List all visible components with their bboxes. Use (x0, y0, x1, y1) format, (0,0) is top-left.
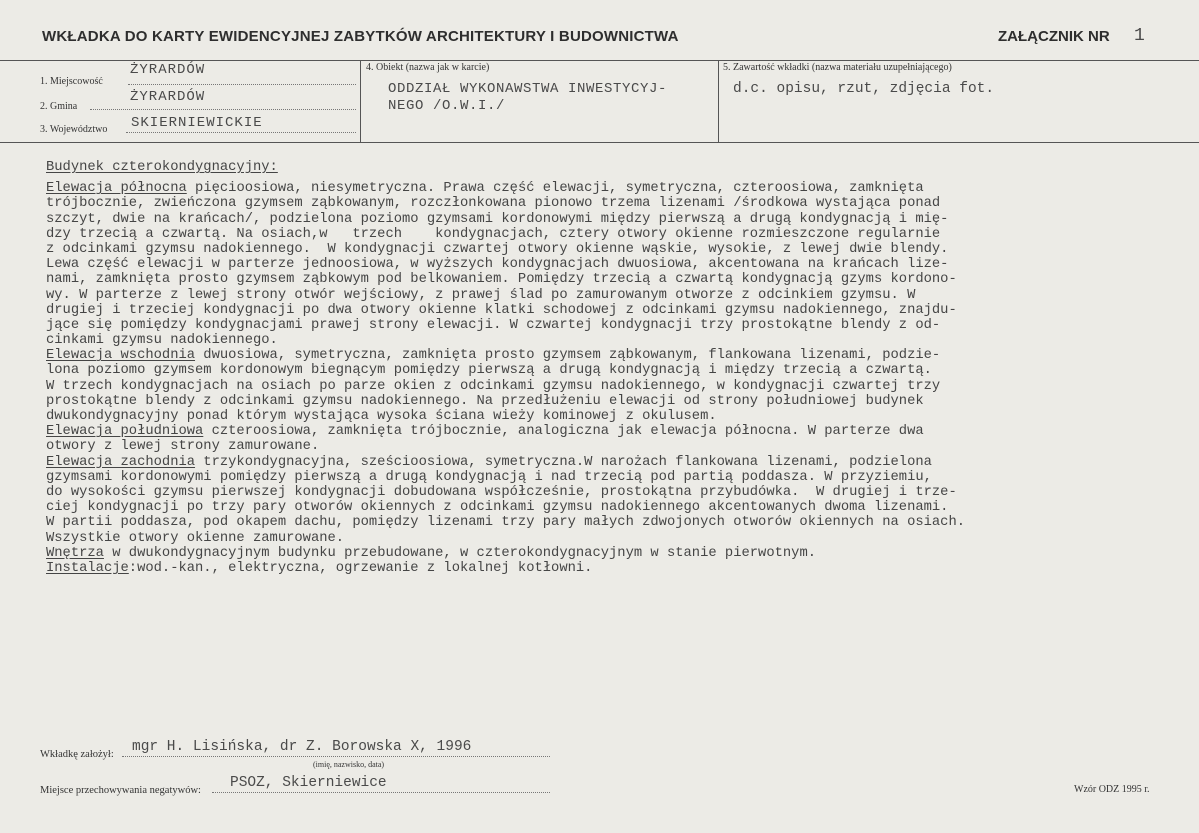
body-line (46, 561, 1191, 576)
body-line-text: lona poziomo gzymsem kordonowym biegnącym pomiędzy pierwszą a drugą kondygnacją i między trzecią a czwartą. (46, 363, 932, 379)
body-line-text: gzymsami kordonowymi pomiędzy pierwszą a drugą kondygnacją i nad trzecią pod partią poddasza. W przyziemiu, (46, 469, 932, 485)
body-line (46, 455, 1191, 470)
body-line (46, 546, 1191, 561)
miejscowosc-label: 1. Miejscowość (40, 76, 103, 87)
body-line (46, 227, 1191, 242)
body-line-text: trójbocznie, zwieńczona gzymsem ząbkowanym, rozczłonkowana pionowo trzema lizenami /środkowa wystająca ponad (46, 196, 941, 212)
body-line-text: W trzech kondygnacjach na osiach po parze okien z odcinkami gzymsu nadokiennego, w kondygnacji czwartej trzy (46, 378, 941, 394)
body-line (46, 485, 1191, 500)
body-line-text: trzykondygnacyjna, sześcioosiowa, symetryczna.W narożach flankowana lizenami, podzielona (195, 454, 932, 470)
body-line (46, 470, 1191, 485)
body-line-text: czteroosiowa, zamknięta trójbocznie, analogiczna jak elewacja północna. W parterze dwa (203, 424, 924, 440)
body-line (46, 409, 1191, 424)
obiekt-value-line2: NEGO /O.W.I./ (388, 98, 506, 114)
body-line (46, 515, 1191, 530)
body-line (46, 212, 1191, 227)
body-line (46, 181, 1191, 196)
wojewodztwo-value: SKIERNIEWICKIE (131, 115, 263, 131)
body-line-text: Lewa część elewacji w parterze jednoosiowa, w wyższych kondygnacjach dwuosiowa, akcentowana na krańcach lize- (46, 257, 949, 273)
negatywy-dotline (212, 792, 550, 793)
form-version: Wzór ODZ 1995 r. (1074, 784, 1150, 795)
body-line-text: wy. W parterze z lewej strony otwór wejściowy, z prawej ślad po zamurowanym otworze z odcinkiem gzymsu. W (46, 287, 916, 303)
zalozyl-dotline (122, 756, 550, 757)
body-line-text: dzy trzecią a czwartą. Na osiach,w trzech kondygnacjach, cztery otwory okienne rozmieszczone regularnie (46, 226, 941, 242)
section-heading: Elewacja wschodnia (46, 348, 196, 364)
body-lines (46, 181, 1191, 576)
obiekt-value-line1: ODDZIAŁ WYKONAWSTWA INWESTYCYJ- (388, 81, 668, 97)
miejscowosc-value: ŻYRARDÓW (130, 62, 206, 78)
body-line (46, 242, 1191, 257)
body-line-text: ciej kondygnacji po trzy pary otworów okiennych z odcinkami gzymsu nadokiennego akcentowanych dwoma lizenami. (46, 500, 949, 516)
body-line-text: jące się pomiędzy kondygnacjami prawej strony elewacji. W czwartej kondygnacji trzy prostokątne blendy z od- (46, 317, 941, 333)
negatywy-value: PSOZ, Skierniewice (230, 775, 387, 791)
body-line (46, 348, 1191, 363)
body-line-text: prostokątne blendy z odcinkami gzymsu nadokiennego. Na przedłużeniu elewacji od strony południowej budynek (46, 393, 924, 409)
zawartosc-label: 5. Zawartość wkładki (nazwa materiału uzupełniającego) (723, 62, 952, 73)
body-line-text: otwory z lewej strony zamurowane. (46, 439, 320, 455)
body-line (46, 500, 1191, 515)
body-line-text: dwuosiowa, symetryczna, zamknięta prosto gzymsem ząbkowanym, flankowana lizenami, podzie- (195, 348, 941, 364)
body-line-text: pięcioosiowa, niesymetryczna. Prawa część elewacji, symetryczna, czteroosiowa, zamknięta (186, 181, 924, 197)
body-line (46, 257, 1191, 272)
body-line-text: Wszystkie otwory okienne zamurowane. (46, 530, 345, 546)
zawartosc-value: d.c. opisu, rzut, zdjęcia fot. (733, 81, 995, 97)
body-line (46, 303, 1191, 318)
column-divider-2 (718, 60, 719, 142)
section-heading: Elewacja zachodnia (46, 454, 196, 470)
body-line (46, 439, 1191, 454)
body-line-text: szczyt, dwie na krańcach/, podzielona poziomo gzymsami kordonowymi między pierwszą a drugą kondygnacją i mię- (46, 211, 949, 227)
body-line-text: cinkami gzymsu nadokiennego. (46, 333, 278, 349)
section-heading: Elewacja południowa (46, 424, 204, 440)
wojewodztwo-dotline (126, 132, 356, 133)
header-box-bottom (0, 142, 1199, 143)
body-line (46, 318, 1191, 333)
body-line-text: :wod.-kan., elektryczna, ogrzewanie z lokalnej kotłowni. (128, 560, 593, 576)
body-line-text: dwukondygnacyjny ponad którym wystająca wysoka ściana wieży kominowej z okulusem. (46, 409, 717, 424)
document-title: WKŁADKA DO KARTY EWIDENCYJNEJ ZABYTKÓW ARCHITEKTURY I BUDOWNICTWA (42, 28, 679, 45)
attachment-label: ZAŁĄCZNIK NR (998, 28, 1110, 45)
body-line (46, 272, 1191, 287)
miejscowosc-dotline (128, 84, 356, 85)
body-line-text: drugiej i trzeciej kondygnacji po dwa otwory okienne klatki schodowej z odcinkami gzymsu nadokiennego, znajdu- (46, 302, 957, 318)
body-line (46, 333, 1191, 348)
gmina-label: 2. Gmina (40, 101, 78, 112)
section-heading: Wnętrza (46, 545, 104, 561)
body-line (46, 363, 1191, 378)
body-line-text: do wysokości gzymsu pierwszej kondygnacji dobudowana współcześnie, prostokątna przybudówka. W drugiej i trze- (46, 484, 957, 500)
body-line (46, 288, 1191, 303)
description-body (46, 160, 1191, 576)
body-line-text: w dwukondygnacyjnym budynku przebudowane, w czterokondygnacyjnym w stanie pierwotnym. (103, 545, 817, 561)
body-line (46, 196, 1191, 211)
body-line (46, 424, 1191, 439)
section-heading: Instalacje (46, 560, 129, 576)
zalozyl-caption: (imię, nazwisko, data) (313, 760, 385, 769)
obiekt-label: 4. Obiekt (nazwa jak w karcie) (366, 62, 490, 73)
gmina-value: ŻYRARDÓW (130, 89, 206, 105)
body-line-text: nami, zamknięta prosto gzymsem ząbkowym pod belkowaniem. Pomiędzy trzecią a czwartą kondygnacją gzyms kordono- (46, 272, 957, 288)
gmina-dotline (90, 109, 356, 110)
zalozyl-label: Wkładkę założył: (40, 749, 114, 760)
body-heading (46, 160, 1191, 175)
section-heading: Elewacja północna (46, 181, 187, 197)
body-line (46, 394, 1191, 409)
body-heading-text: Budynek czterokondygnacyjny: (46, 160, 278, 175)
column-divider-1 (360, 60, 361, 142)
negatywy-label: Miejsce przechowywania negatywów: (40, 785, 201, 796)
wojewodztwo-label: 3. Województwo (40, 124, 108, 135)
body-line (46, 531, 1191, 546)
zalozyl-value: mgr H. Lisińska, dr Z. Borowska X, 1996 (132, 739, 472, 755)
body-line-text: W partii poddasza, pod okapem dachu, pomiędzy lizenami trzy pary małych zdwojonych otworów okiennych na osiach. (46, 515, 966, 531)
attachment-number: 1 (1134, 26, 1145, 46)
top-divider (0, 60, 1199, 61)
body-line (46, 379, 1191, 394)
body-line-text: z odcinkami gzymsu nadokiennego. W kondygnacji czwartej otwory okienne wąskie, wysokie, z lewej dwie blendy. (46, 241, 949, 257)
